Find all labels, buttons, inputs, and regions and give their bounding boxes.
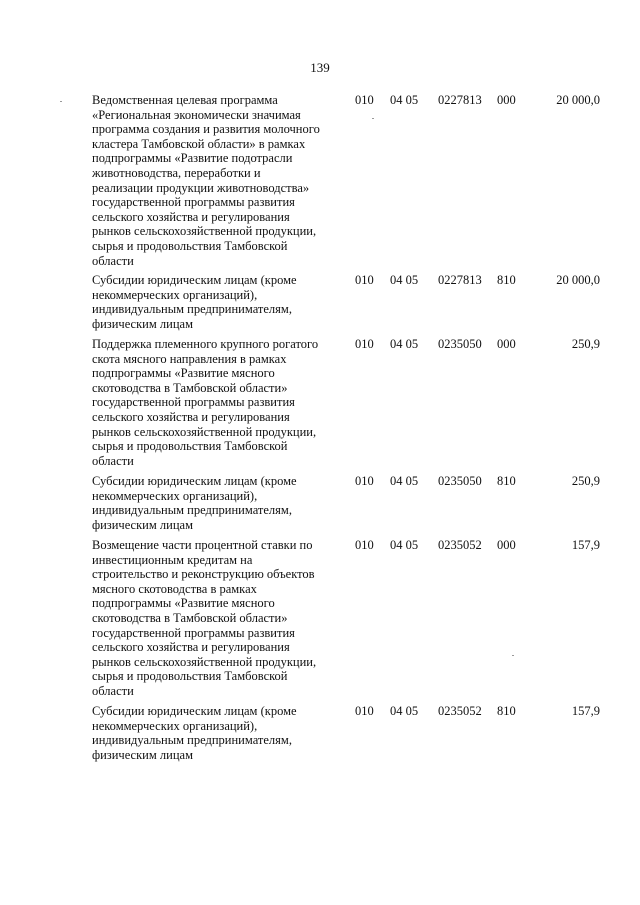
expense-type-code: 000: [497, 337, 516, 351]
row-description: Поддержка племенного крупного рогатого скота мясного направления в рамках подпрограммы «Развитие мясного скотоводства в Тамбовской области» государственной программы развития сельского хозяйства и регулирования рынков сельскохозяйственной продукции, сырья и продовольствия Тамбовской области: [92, 337, 319, 468]
amount: 157,9: [571, 538, 600, 552]
section-code: 04 05: [390, 337, 419, 351]
amount: 20 000,0: [556, 93, 600, 107]
target-article-code: 0235052: [438, 704, 482, 718]
ministry-code: 010: [355, 93, 374, 107]
target-article-code: 0227813: [438, 93, 482, 107]
scan-speck: [512, 655, 514, 656]
target-article-code: 0235052: [438, 538, 482, 552]
row-description: Субсидии юридическим лицам (кроме некоммерческих организаций), индивидуальным предпринимателям, физическим лицам: [92, 474, 297, 532]
ministry-code: 010: [355, 704, 374, 718]
ministry-code: 010: [355, 538, 374, 552]
expense-type-code: 000: [497, 93, 516, 107]
section-code: 04 05: [390, 93, 419, 107]
ministry-code: 010: [355, 337, 374, 351]
section-code: 04 05: [390, 704, 419, 718]
expense-type-code: 810: [497, 474, 516, 488]
expense-type-code: 810: [497, 273, 516, 287]
amount: 157,9: [571, 704, 600, 718]
amount: 20 000,0: [556, 273, 600, 287]
scan-speck: [60, 101, 62, 102]
expense-type-code: 810: [497, 704, 516, 718]
row-description: Возмещение части процентной ставки по инвестиционным кредитам на строительство и реконструкцию объектов мясного скотоводства в рамках подпрограммы «Развитие мясного скотоводства в Тамбовской области» государственной программы развития сельского хозяйства и регулирования рынков сельскохозяйственной продукции, сырья и продовольствия Тамбовской области: [92, 538, 317, 698]
section-code: 04 05: [390, 538, 419, 552]
row-description: Ведомственная целевая программа «Региональная экономически значимая программа создания и развития молочного кластера Тамбовской области» в рамках подпрограммы «Развитие подотрасли животноводства, переработки и реализации продукции животноводства» государственной программы развития сельского хозяйства и регулирования рынков сельскохозяйственной продукции, сырья и продовольствия Тамбовской области: [92, 93, 320, 268]
target-article-code: 0235050: [438, 474, 482, 488]
target-article-code: 0235050: [438, 337, 482, 351]
amount: 250,9: [571, 337, 600, 351]
row-description: Субсидии юридическим лицам (кроме некоммерческих организаций), индивидуальным предпринимателям, физическим лицам: [92, 273, 297, 331]
row-description: Субсидии юридическим лицам (кроме некоммерческих организаций), индивидуальным предпринимателям, физическим лицам: [92, 704, 297, 762]
page-number: 139: [310, 60, 330, 75]
scan-speck: [372, 118, 374, 119]
section-code: 04 05: [390, 273, 419, 287]
target-article-code: 0227813: [438, 273, 482, 287]
ministry-code: 010: [355, 474, 374, 488]
section-code: 04 05: [390, 474, 419, 488]
ministry-code: 010: [355, 273, 374, 287]
amount: 250,9: [571, 474, 600, 488]
expense-type-code: 000: [497, 538, 516, 552]
